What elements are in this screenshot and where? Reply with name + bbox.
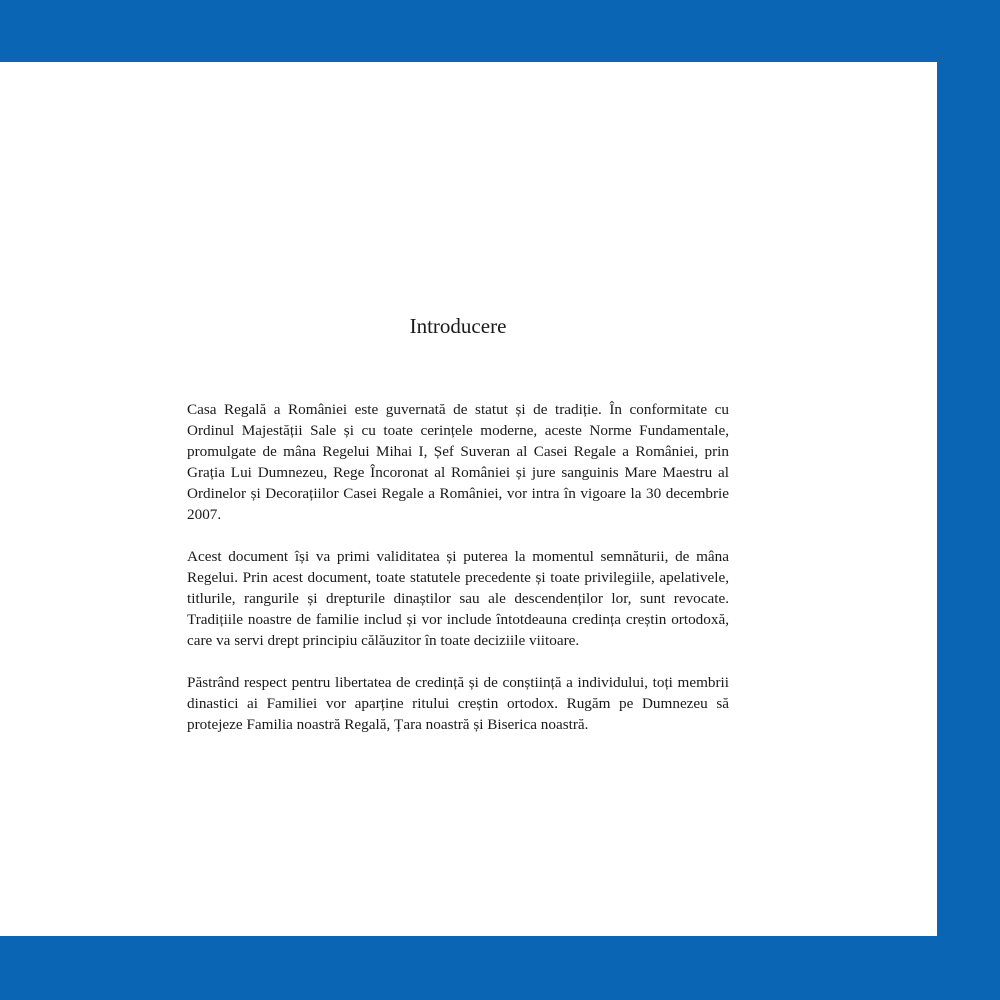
paragraph-2: Acest document își va primi validitatea și puterea la momentul semnăturii, de mâna Regelui. Prin acest document, toate statutele precedente și toate privilegiile, apelativele, titlurile, rangurile și drepturile dinaștilor sau ale descendenților lor, sunt revocate. Tradițiile noastre de familie includ și vor include întotdeauna credința creștin ortodoxă, care va servi drept principiu călăuzitor în toate deciziile viitoare. [187,548,729,649]
paragraph-3: Păstrând respect pentru libertatea de credință și de conștiință a individului, toți membrii dinastici ai Familiei vor aparține ritului creștin ortodox. Rugăm pe Dumnezeu să protejeze Familia noastră Regală, Țara noastră și Biserica noastră. [187,674,729,733]
document-page [0,62,937,936]
page-title: Introducere [409,314,507,338]
paragraph-1: Casa Regală a României este guvernată de statut și de tradiție. În conformitate cu Ordinul Majestății Sale și cu toate cerințele moderne, aceste Norme Fundamentale, promulgate de mâna Regelui Mihai I, Șef Suveran al Casei Regale a României, prin Grația Lui Dumnezeu, Rege Încoronat al României și jure sanguinis Mare Maestru al Ordinelor și Decorațiilor Casei Regale a României, vor intra în vigoare la 30 decembrie 2007. [187,401,729,523]
document-body [187,399,729,756]
